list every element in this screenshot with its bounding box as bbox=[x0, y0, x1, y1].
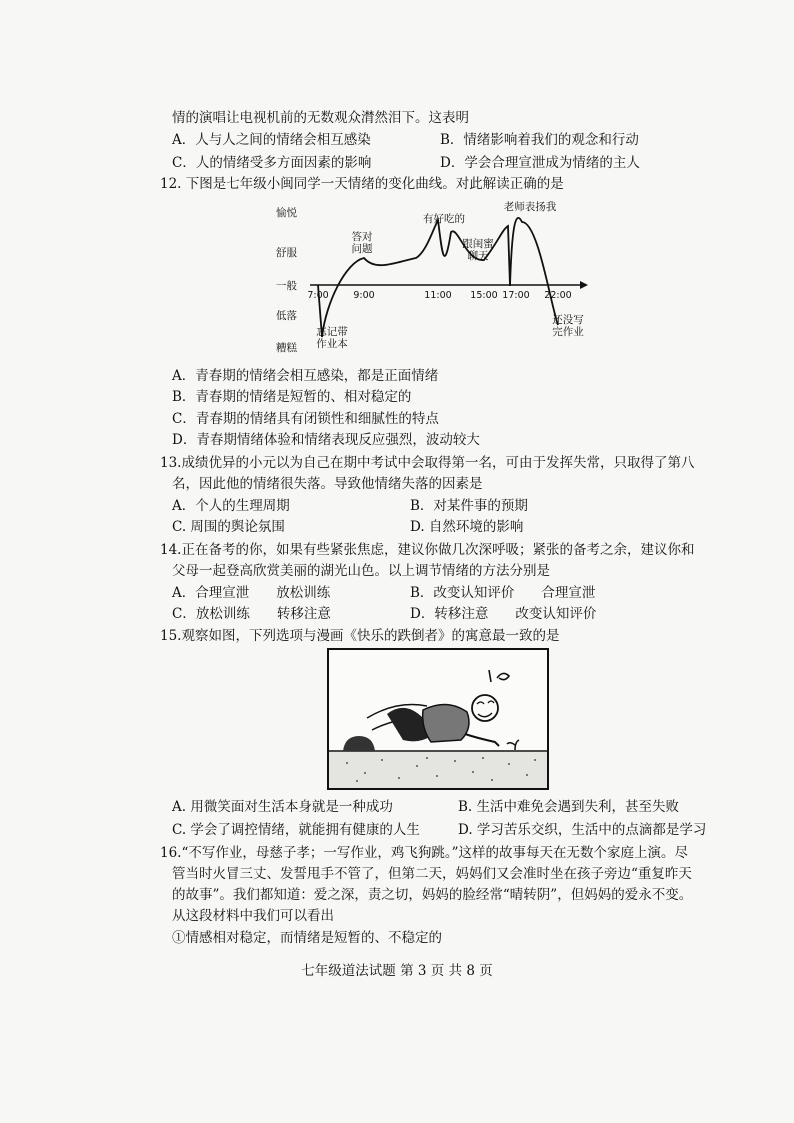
q11-option-d: D．学会合理宣泄成为情绪的主人 bbox=[440, 155, 640, 171]
q12-option-b: B．青春期的情绪是短暂的、相对稳定的 bbox=[172, 389, 412, 405]
q12-option-c: C．青春期的情绪具有闭锁性和细腻性的特点 bbox=[172, 411, 439, 427]
q15-option-c: C. 学会了调控情绪，就能拥有健康的人生 bbox=[172, 822, 420, 838]
x-tick-label: 17:00 bbox=[502, 290, 530, 301]
q16-stem-line-1: 16.“不写作业，母慈子孝；一写作业，鸡飞狗跳。”这样的故事每天在无数个家庭上演。尽 bbox=[160, 845, 689, 861]
x-tick-label: 22:00 bbox=[544, 290, 572, 301]
curve-annotation: 还没写完作业 bbox=[552, 314, 584, 338]
q12-option-d: D．青春期情绪体验和情绪表现反应强烈，波动较大 bbox=[172, 432, 480, 448]
page-footer: 七年级道法试题 第 3 页 共 8 页 bbox=[301, 963, 493, 979]
curve-annotation: 老师表扬我 bbox=[503, 201, 557, 213]
y-level-label: 一般 bbox=[276, 280, 297, 292]
q13-option-b: B．对某件事的预期 bbox=[410, 498, 528, 514]
q11-option-a: A．人与人之间的情绪会相互感染 bbox=[172, 132, 371, 148]
y-level-label: 愉悦 bbox=[276, 207, 297, 219]
x-axis-arrow bbox=[580, 281, 588, 289]
q12-option-a: A．青春期的情绪会相互感染，都是正面情绪 bbox=[172, 368, 439, 384]
q11-option-b: B．情绪影响着我们的观念和行动 bbox=[440, 132, 639, 148]
y-level-label: 糟糕 bbox=[276, 342, 297, 354]
x-tick-label: 15:00 bbox=[470, 290, 498, 301]
q14-stem-line-1: 14.正在备考的你，如果有些紧张焦虑，建议你做几次深呼吸；紧张的备考之余，建议你和 bbox=[160, 542, 695, 558]
q14-option-c: C．放松训练 转移注意 bbox=[172, 606, 331, 622]
emotion-curve-chart bbox=[276, 192, 596, 360]
q16-stem-line-3: 的故事”。我们都知道：爱之深，责之切，妈妈的脸经常“晴转阴”，但妈妈的爱永不变。 bbox=[172, 887, 693, 903]
x-tick-label: 11:00 bbox=[424, 290, 452, 301]
x-tick-label: 9:00 bbox=[353, 290, 375, 301]
q12-stem: 12. 下图是七年级小闽同学一天情绪的变化曲线。对此解读正确的是 bbox=[160, 176, 564, 192]
q13-option-a: A．个人的生理周期 bbox=[172, 498, 290, 514]
q14-stem-line-2: 父母一起登高欣赏美丽的湖光山色。以上调节情绪的方法分别是 bbox=[172, 563, 550, 579]
curve-annotation: 有好吃的 bbox=[423, 213, 465, 225]
q14-option-a: A．合理宣泄 放松训练 bbox=[172, 585, 331, 601]
y-level-label: 舒服 bbox=[276, 247, 297, 259]
q14-option-b: B．改变认知评价 合理宣泄 bbox=[410, 585, 596, 601]
q13-option-c: C. 周围的舆论氛围 bbox=[172, 519, 285, 535]
q13-stem-line-2: 名，因此他的情绪很失落。导致他情绪失落的因素是 bbox=[172, 476, 483, 492]
q16-stem-line-2: 管当时火冒三丈、发誓甩手不管了，但第二天，妈妈们又会准时坐在孩子旁边“重复昨天 bbox=[172, 866, 692, 882]
x-tick-label: 7:00 bbox=[307, 290, 329, 301]
curve-annotation: 跟闺蜜聊天 bbox=[462, 238, 494, 262]
q16-stem-line-4: 从这段材料中我们可以看出 bbox=[172, 908, 334, 924]
curve-annotation: 答对问题 bbox=[351, 231, 373, 255]
q14-option-d: D．转移注意 改变认知评价 bbox=[410, 606, 597, 622]
q16-item-1: ①情感相对稳定，而情绪是短暂的、不稳定的 bbox=[172, 930, 442, 946]
curve-annotation: 忘记带作业本 bbox=[316, 326, 348, 350]
y-level-label: 低落 bbox=[276, 310, 297, 322]
q13-option-d: D. 自然环境的影响 bbox=[410, 519, 524, 535]
q15-option-b: B. 生活中难免会遇到失利，甚至失败 bbox=[458, 799, 680, 815]
q15-option-d: D. 学习苦乐交织，生活中的点滴都是学习 bbox=[458, 822, 707, 838]
q11-option-c: C．人的情绪受多方面因素的影响 bbox=[172, 155, 372, 171]
q15-option-a: A. 用微笑面对生活本身就是一种成功 bbox=[172, 799, 393, 815]
cartoon-happy-faller bbox=[327, 648, 549, 790]
q15-stem: 15.观察如图，下列选项与漫画《快乐的跌倒者》的寓意最一致的是 bbox=[160, 628, 560, 644]
q13-stem-line-1: 13.成绩优异的小元以为自己在期中考试中会取得第一名，可由于发挥失常，只取得了第八 bbox=[160, 455, 695, 471]
q11-stem-tail: 情的演唱让电视机前的无数观众潸然泪下。这表明 bbox=[172, 110, 469, 126]
